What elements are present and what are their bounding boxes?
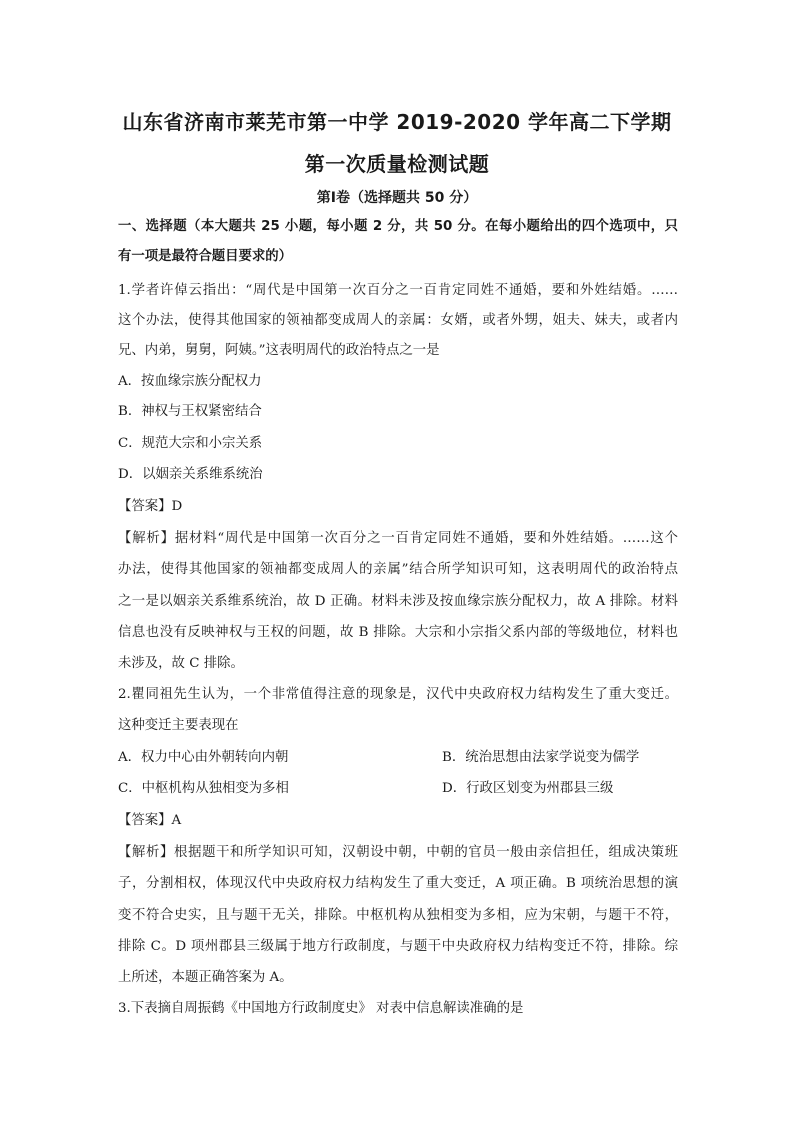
- q1-answer: 【答案】D: [118, 499, 183, 514]
- q2-option-b: B．统治思想由法家学说变为儒学: [442, 750, 640, 765]
- q1-stem-line: 1.学者许倬云指出：“周代是中国第一次百分之一百肯定同姓不通婚，要和外姓结婚。……: [118, 283, 678, 298]
- part-intro-line: 有一项是最符合题目要求的）: [118, 249, 293, 264]
- q2-analysis-line: 子，分割相权，体现汉代中央政府权力结构发生了重大变迁，A 项正确。B 项统治思想的演: [118, 876, 678, 891]
- q2-answer: 【答案】A: [118, 813, 182, 828]
- q1-option-a: A．按血缘宗族分配权力: [118, 374, 262, 389]
- q2-stem-line: 2.瞿同祖先生认为，一个非常值得注意的现象是，汉代中央政府权力结构发生了重大变迁。: [118, 687, 678, 702]
- q1-analysis-line: 信息也没有反映神权与王权的问题，故 B 排除。大宗和小宗指父系内部的等级地位，材料也: [118, 625, 678, 640]
- q2-option-c: C．中枢机构从独相变为多相: [118, 781, 289, 796]
- q1-option-d: D．以姻亲关系维系统治: [118, 467, 263, 482]
- q2-analysis-line: 上所述，本题正确答案为 A。: [118, 970, 293, 985]
- q2-analysis-line: 变不符合史实，且与题干无关，排除。中枢机构从独相变为多相，应为宋朝，与题干不符，: [118, 908, 678, 923]
- q3-stem-line: 3.下表摘自周振鹤《中国地方行政制度史》 对表中信息解读准确的是: [118, 1001, 524, 1016]
- part-intro-line: 一、选择题（本大题共 25 小题，每小题 2 分，共 50 分。在每小题给出的四个选项中，只: [118, 219, 678, 234]
- section-heading: 第Ⅰ卷（选择题共 50 分）: [316, 190, 478, 206]
- q1-option-c: C．规范大宗和小宗关系: [118, 436, 263, 451]
- document-title-line1: 山东省济南市莱芜市第一中学 2019-2020 学年高二下学期: [122, 110, 672, 134]
- q2-option-d: D．行政区划变为州郡县三级: [442, 781, 614, 796]
- q2-analysis-line: 【解析】根据题干和所学知识可知，汉朝设中朝，中朝的官员一般由亲信担任，组成决策班: [118, 845, 678, 860]
- q1-stem-line: 兄、内弟，舅舅，阿姨。”这表明周代的政治特点之一是: [118, 343, 440, 358]
- q1-analysis-line: 未涉及，故 C 排除。: [118, 656, 244, 671]
- q1-stem-line: 这个办法，使得其他国家的领袖都变成周人的亲属：女婿，或者外甥，姐夫、妹夫，或者内: [118, 313, 678, 328]
- q1-analysis-line: 【解析】据材料“周代是中国第一次百分之一百肯定同姓不通婚，要和外姓结婚。……这个: [118, 531, 678, 546]
- q1-option-b: B．神权与王权紧密结合: [118, 404, 262, 419]
- q2-stem-line: 这种变迁主要表现在: [118, 718, 239, 733]
- q1-analysis-line: 之一是以姻亲关系维系统治，故 D 正确。材料未涉及按血缘宗族分配权力，故 A 排除。材料: [118, 594, 678, 609]
- q2-option-a: A．权力中心由外朝转向内朝: [118, 750, 289, 765]
- document-title-line2: 第一次质量检测试题: [304, 152, 490, 176]
- q2-analysis-line: 排除 C。D 项州郡县三级属于地方行政制度，与题干中央政府权力结构变迁不符，排除。综: [118, 939, 678, 954]
- q1-analysis-line: 办法，使得其他国家的领袖都变成周人的亲属”结合所学知识可知，这表明周代的政治特点: [118, 562, 678, 577]
